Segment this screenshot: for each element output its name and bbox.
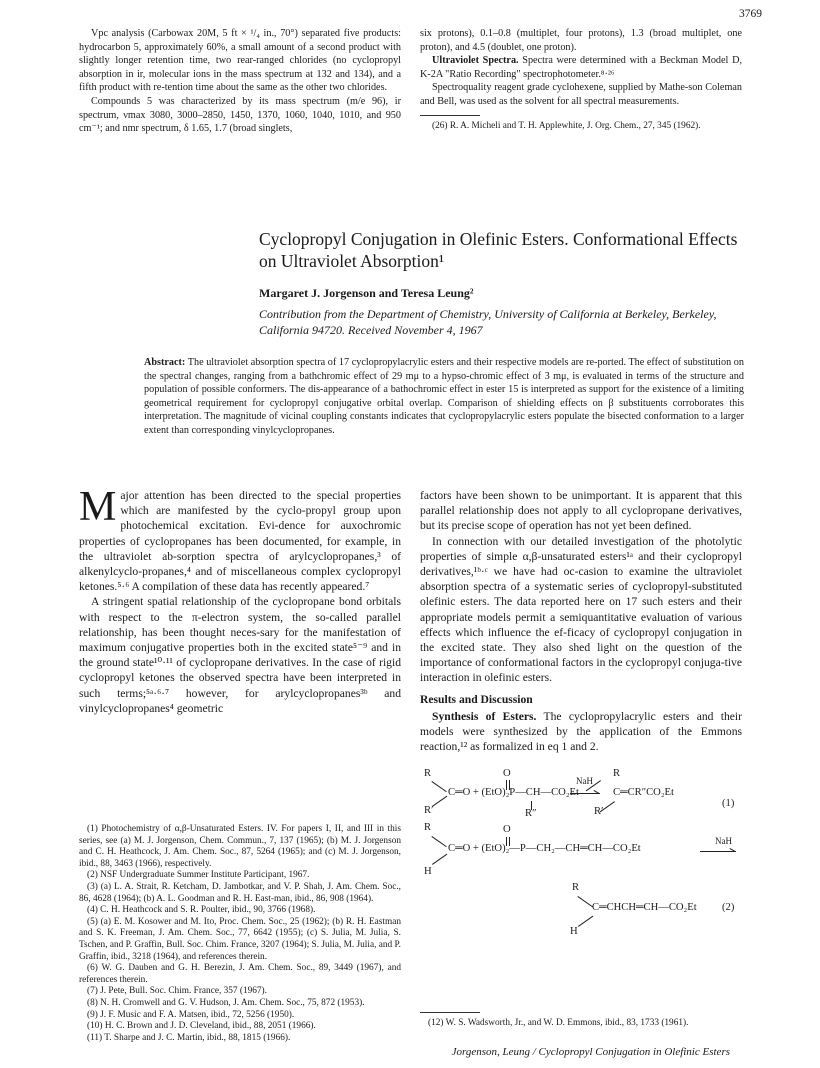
section-heading: Results and Discussion <box>420 692 533 706</box>
footnotes-left <box>79 824 401 1044</box>
paragraph: In connection with our detailed investigation of the photolytic properties of simple α,β-unsaturated esters¹ᵃ and their cyclopropyl derivatives,¹ᵇ·ᶜ we have had oc-casion to examine the ultraviolet absorption spectra of a systematic series of cyclopropyl-substituted olefinic esters. The data reported here on 17 such esters and their appropriate models permit a semiquantitative evaluation of various effects which influence the ef-ficacy of cyclopropyl conjugation in the excited state. They also shed light on the question of the importance of conformational factors in the cyclopropyl conjuga-tive interaction in olefinic esters. <box>420 534 742 685</box>
footnotes-right <box>420 1012 742 1030</box>
paragraph: Ultraviolet Spectra. Spectra were determined with a Beckman Model D, K-2A "Ratio Recording" spectrophotometer.⁸·²⁶ <box>420 55 742 80</box>
eq1-reagent: NaH <box>576 776 593 786</box>
body-column-right <box>420 488 742 754</box>
experimental-continued-right <box>420 27 742 132</box>
eq2-number: (2) <box>722 902 735 913</box>
eq1-reactants: C═O + (EtO)₂P—CH—CO₂Et <box>448 787 579 798</box>
abstract-text: The ultraviolet absorption spectra of 17 cyclopropylacrylic esters and their respective models are re-ported. The effect of substitution on the spectral changes, ranging from a bathchromic effect of 29 mμ to a hypso-chromic effect of 3 mμ, is evaluated in terms of the structure and population of possible conformers. The dis-appearance of a bathochromic effect in ester 15 is interpreted as support for the existence of a limiting geometrical requirement for cyclopropyl conjugative orbital overlap. Comparison of shielding effects on β substituents corroborates this interpretation. The magnitude of vicinal coupling constants indicates that cyclopropylacrylic esters populate the bisected conformation to a larger extent than corresponding vinylcyclopropanes. <box>144 357 744 436</box>
eq2-reagent: NaH <box>715 836 732 846</box>
eq2-reactants: C═O + (EtO)₂—P—CH₂—CH═CH—CO₂Et <box>448 843 641 854</box>
footnote: (9) J. F. Music and F. A. Matsen, ibid., 72, 5256 (1950). <box>87 1009 295 1020</box>
eq2-product: C═CHCH═CH—CO₂Et <box>592 902 697 913</box>
article-title: Cyclopropyl Conjugation in Olefinic Esters. Conformational Effects on Ultraviolet Absorption¹ <box>259 229 738 271</box>
footnote: (1) Photochemistry of α,β-Unsaturated Esters. IV. For papers I, II, and III in this series, see (a) M. J. Jorgenson, Chem. Commun., 7, 137 (1965); (b) M. J. Jorgenson and C. H. Heathcock, J. Am. Chem. Soc., 87, 5264 (1965); and (c) M. J. Jorgenson, ibid., 88, 3463 (1966), respectively. <box>79 824 401 869</box>
footnote: (5) (a) E. M. Kosower and M. Ito, Proc. Chem. Soc., 25 (1962); (b) R. H. Eastman and S. K. Freeman, J. Am. Chem. Soc., 77, 6642 (1955); (c) S. Julia, M. Julia, S. Tschen, and P. Graffin, Bull. Soc. Chim. France, 3207 (1964); S. Julia, M. Julia, and P. Graffin, ibid., 3218 (1964), and references therein. <box>79 916 401 962</box>
drop-cap: M <box>79 484 117 530</box>
run-in-heading: Ultraviolet Spectra. <box>432 55 519 67</box>
footnote-rule <box>420 1012 480 1013</box>
experimental-continued <box>79 27 401 136</box>
paragraph: A stringent spatial relationship of the cyclopropane bond orbitals with respect to the π-electron system, the so-called parallel relationship, has been thought neces-sary for the manifestation of maximum conjugative properties both in the excited state⁵⁻⁹ and in the ground state¹⁰·¹¹ of cyclopropane derivatives. In the case of rigid cyclopropyl ketones the observed spectra have been interpreted in such terms;⁵ᵃ·⁶·⁷ however, for arylcyclopropanes³ᵇ and vinylcyclopropanes⁴ geometric <box>79 595 401 715</box>
footnote: (6) W. G. Dauben and G. H. Berezin, J. Am. Chem. Soc., 89, 3449 (1967), and references therein. <box>79 963 401 985</box>
footnote-rule <box>420 115 480 116</box>
footnote: (7) J. Pete, Bull. Soc. Chim. France, 357 (1967). <box>87 986 267 997</box>
footnote: (4) C. H. Heathcock and S. R. Poulter, ibid., 90, 3766 (1968). <box>87 905 316 916</box>
footnote-26: (26) R. A. Micheli and T. H. Applewhite, J. Org. Chem., 27, 345 (1962). <box>432 120 701 131</box>
paragraph: six protons), 0.1–0.8 (multiplet, four protons), 1.3 (broad multiplet, one proton), and 4.5 (doublet, one proton). <box>420 28 742 53</box>
abstract-label: Abstract: <box>144 357 186 368</box>
eq1-number: (1) <box>722 798 735 809</box>
equation-2: R O C═O + (EtO)₂—P—CH₂—CH═CH—CO₂Et NaH H R C═CHCH═CH—CO₂Et (2) H <box>424 822 735 937</box>
paragraph: factors have been shown to be unimportant. It is apparent that this parallel relationship does not apply to all cyclopropane derivatives, but its precise scope of operation has not yet been defined. <box>420 489 742 533</box>
eq1-product: C═CR″CO₂Et <box>613 787 674 798</box>
footnote: (8) N. H. Cromwell and G. V. Hudson, J. Am. Chem. Soc., 75, 872 (1953). <box>87 997 365 1008</box>
paragraph: Vpc analysis (Carbowax 20M, 5 ft × ¹/₄ in., 70°) separated five products: hydrocarbon 5, approximately 60%, a small amount of a second product with slightly longer retention time, two rear-ranged chlorides (no cyclopropyl absorption in ir, molecular ions in the mass spectrum at 132 and 134), and a fifth product with re-tention time about the same as the other two chlorides. <box>79 28 401 94</box>
page-number: 3769 <box>739 8 762 20</box>
footnote: (10) H. C. Brown and J. D. Cleveland, ibid., 88, 2051 (1966). <box>87 1021 316 1032</box>
footnote-12: (12) W. S. Wadsworth, Jr., and W. D. Emmons, ibid., 83, 1733 (1961). <box>428 1018 689 1028</box>
footnote: (2) NSF Undergraduate Summer Institute Participant, 1967. <box>87 870 310 881</box>
paragraph: Compounds 5 was characterized by its mass spectrum (m/e 96), ir spectrum, νmax 3080, 3000–2850, 1450, 1370, 1060, 1040, 1010, and 950 cm⁻¹; and nmr spectrum, δ 1.65, 1.7 (broad singlets, <box>79 95 401 135</box>
paragraph: Major attention has been directed to the special properties which are manifested by the cyclo-propyl group upon photochemical excitation. Evi-dence for auxochromic properties of cyclopropanes has been documented, for example, in the ultraviolet ab-sorption spectra of arylcyclopropanes,³ of alkenylcyclo-propanes,⁴ and of miscellaneous complex cyclopropyl ketones.⁵·⁶ A compilation of these data has recently appeared.⁷ <box>79 484 401 594</box>
authors: Margaret J. Jorgenson and Teresa Leung² <box>259 286 474 300</box>
run-in-heading: Synthesis of Esters. <box>432 709 537 723</box>
paragraph: Synthesis of Esters. The cyclopropylacrylic esters and their models were synthesized by the application of the Emmons reaction,¹² as formalized in eq 1 and 2. <box>420 709 742 754</box>
affiliation: Contribution from the Department of Chemistry, University of California at Berkeley, Berkeley, California 94720. Received November 4, 1967 <box>259 307 717 337</box>
body-column-left <box>79 484 401 716</box>
footnote: (11) T. Sharpe and J. C. Martin, ibid., 88, 1815 (1966). <box>87 1032 291 1043</box>
footnote: (3) (a) L. A. Strait, R. Ketcham, D. Jambotkar, and V. P. Shah, J. Am. Chem. Soc., 86, 4628 (1964); (b) A. L. Goodman and R. H. East-man, ibid., 86, 908 (1964). <box>79 881 401 904</box>
abstract <box>144 356 744 438</box>
running-footer: Jorgenson, Leung / Cyclopropyl Conjugation in Olefinic Esters <box>451 1046 730 1058</box>
paragraph: Spectroquality reagent grade cyclohexene, supplied by Mathe-son Coleman and Bell, was used as the solvent for all spectral measurements. <box>420 82 742 107</box>
equation-1: R O R C═O + (EtO)₂P—CH—CO₂Et R′ R″ NaH C═CR″CO₂Et (1) R′ <box>424 768 735 819</box>
